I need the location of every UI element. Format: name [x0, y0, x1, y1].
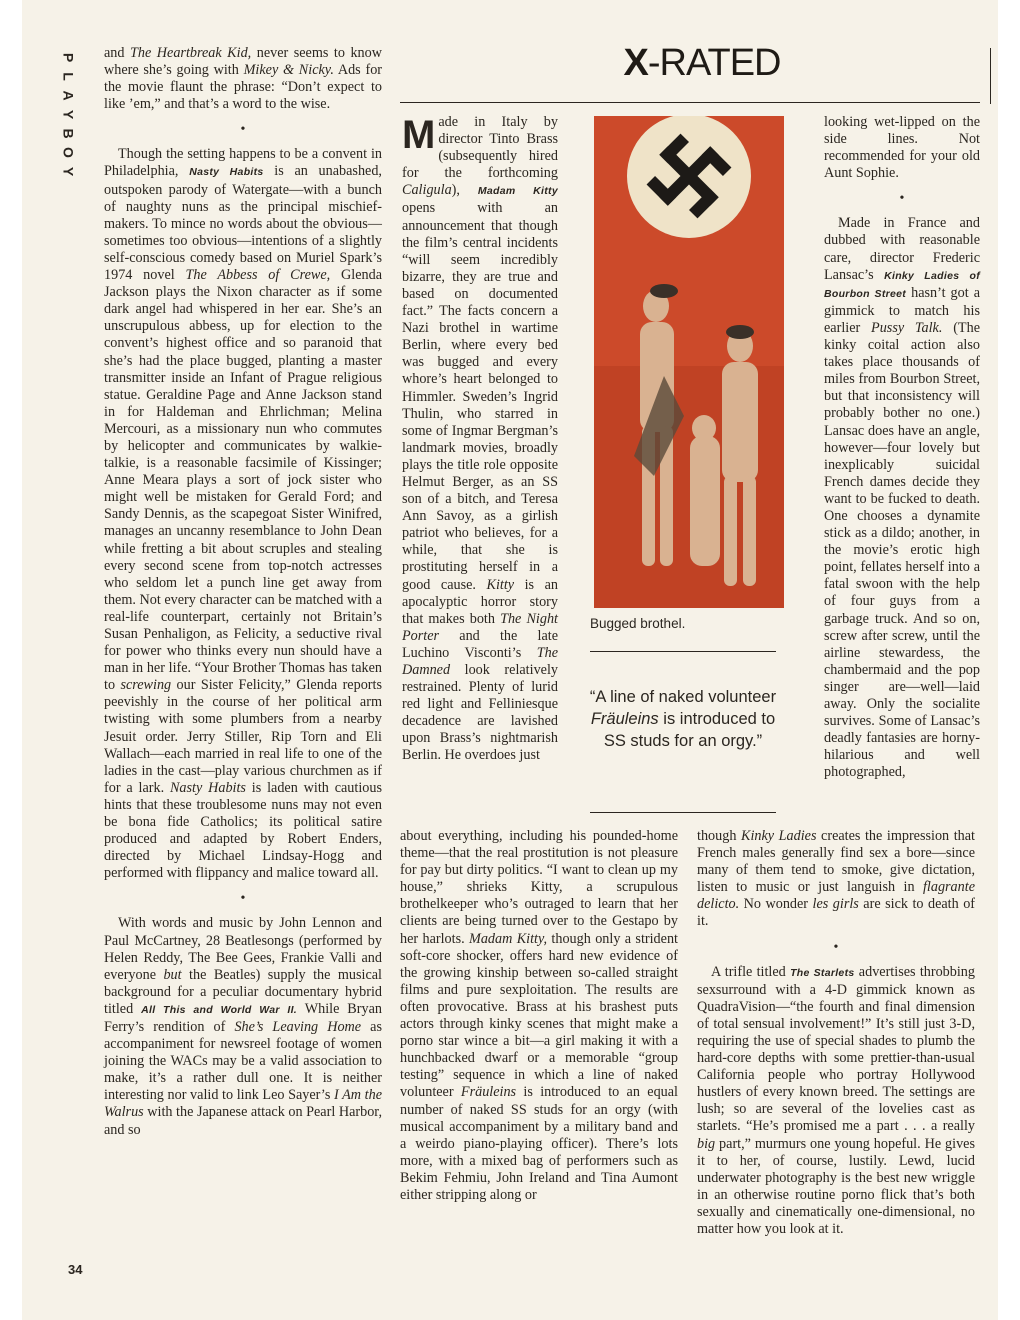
paragraph: and The Heartbreak Kid, never seems to know where she’s going with Mikey & Nicky. Ads for the movie flaunt the phrase: “Don’t expect to like ’em,” and that’s a word to the wise. [104, 45, 383, 113]
article-column-2-lower [400, 828, 678, 1212]
section-title: X-RATED [623, 42, 781, 84]
magazine-letter: L [60, 72, 77, 81]
header-vertical-rule [990, 48, 991, 104]
magazine-letter: Y [60, 166, 77, 177]
magazine-letter: P [60, 52, 77, 63]
magazine-letter: O [60, 147, 77, 158]
paragraph: about everything, including his pounded-home theme—that the real prostitution is not pleasure for pay but dirty politics. “I want to clean up my house,” shrieks Kitty, a scrupulous brothelkeeper who’s outraged to learn that her clients are being turned over to the Gestapo by her harlots. Madam Kitty, though only a strident soft-core shocker, offers hard new evidence of the growing kinship between so-called straight films and pure sexploitation. The results are often provocative. Brass at his brashest puts actors through kinky scenes that might make a porno star wince a bit—a girl making it with a hunchbacked dwarf or a memorable “group testing” sequence in which a line of naked volunteer Fräuleins is introduced to an equal number of naked SS studs for an orgy (with musical accompaniment by a military band and a weirdo piano-playing officer). There’s lots more, with a mixed bag of performers such as Bekim Fehmiu, John Ireland and Tina Aumont either stripping along or [400, 828, 678, 1203]
paragraph: Made in Italy by director Tinto Brass (subsequently hired for the forthcoming Caligula), Madam Kitty opens with an announcement that though the film’s central incidents “will seem incredibly bizarre, they are true and based on documented fact.” The facts concern a Nazi brothel in wartime Berlin, where every bed was bugged and every whore’s heart belonged to Himmler. Sweden’s Ingrid Thulin, who starred in some of Ingmar Bergman’s landmark movies, broadly plays the title role opposite Helmut Berger, as an SS son of a bitch, and Teresa Ann Savoy, as a girlish patriot who believes, for a while, that she is prostituting herself in a good cause. Kitty is an apocalyptic horror story that makes both The Night Porter and the late Luchino Visconti’s The Damned look relatively restrained. Plenty of lurid red light and Felliniesque decadence are lavished upon Brass’s nightmarish Berlin. He overdoes just [402, 113, 558, 764]
paragraph: looking wet-lipped on the side lines. Not recommended for your old Aunt Sophie. [824, 114, 980, 182]
pull-quote: “A line of naked volunteer Fräuleins is introduced to SS studs for an orgy.” [589, 688, 777, 750]
magazine-page [22, 0, 998, 1320]
section-bullet: • [899, 191, 905, 207]
page-number: 34 [68, 1262, 83, 1277]
article-column-3-lower [697, 828, 975, 1246]
paragraph: With words and music by John Lennon and Paul McCartney, 28 Beatlesongs (performed by Helen Reddy, The Bee Gees, Frankie Valli and everyone but the Beatles) supply the musical background for a peculiar documentary hybrid titled All This and World War II. While Bryan Ferry’s rendition of She’s Leaving Home as accompaniment for newsreel footage of women joining the WACs may be a valid association to make, it’s a rather dull one. It is neither interesting nor valid to link Leo Sayer’s I Am the Walrus with the Japanese attack on Pearl Harbor, and so [104, 915, 383, 1138]
magazine-letter: A [60, 90, 77, 101]
magazine-letter: B [60, 128, 77, 139]
section-bullet: • [833, 939, 839, 955]
section-bullet: • [240, 891, 246, 907]
paragraph: though Kinky Ladies creates the impression that French males generally find sex a bore—since many of them tend to smoke, give dictation, listen to music or just languish in flagrante delicto. No wonder les girls are sick to death of it. [697, 828, 976, 930]
pull-quote-rule [590, 651, 776, 652]
photo-caption: Bugged brothel. [590, 616, 686, 631]
magazine-name-vertical [56, 48, 80, 181]
magazine-letter: Y [60, 109, 77, 120]
article-column-1 [104, 45, 382, 1147]
paragraph: Made in France and dubbed with reasonable care, director Frederic Lansac’s Kinky Ladies of Bourbon Street hasn’t got a gimmick to match his earlier Pussy Talk. (The kinky coital action also takes place thousands of miles from Bourbon Street, but that inconsistency will probably bother no one.) Lansac does have an angle, however—four lovely but inexplicably suicidal French dames decide they want to be fucked to death. One chooses a dynamite stick as a dildo; another, in the movie’s erotic high point, fellates herself into a fatal swoon with the help of four guys from a garbage truck. And so on, screw after screw, until the airline stewardess, the chambermaid and the pop singer are—well—laid away. Only the socialite survives. Some of Lansac’s deadly fantasies are horny-hilarious and well photographed, [824, 215, 980, 781]
article-column-3 [824, 114, 980, 789]
photo-bugged-brothel [594, 116, 784, 608]
photo-illustration [594, 116, 784, 608]
article-column-2 [402, 114, 558, 773]
drop-cap: M [402, 113, 436, 157]
header-rule [400, 102, 980, 103]
pull-quote-rule [590, 812, 776, 813]
paragraph: Though the setting happens to be a convent in Philadelphia, Nasty Habits is an unabashed, outspoken parody of Watergate—with a bunch of naughty nuns as the principal mischief-makers. To mince no words about the obvious—sometimes too obvious—intentions of a slightly self-conscious comedy based on Muriel Spark’s 1974 novel The Abbess of Crewe, Glenda Jackson plays the Nixon character as if some dark angel had whispered in her ear. She’s an unscrupulous abbess, up for election to the convent’s highest office and so paranoid that she’s had the place bugged, planting a master transmitter inside an Infant of Prague religious statue. Geraldine Page and Anne Jackson stand in for Haldeman and Ehrlichman; Melina Mercouri, as a missionary nun who commutes by helicopter and communicates by walkie-talkie, is a reasonable facsimile of Kissinger; Anne Meara plays a sort of jock sister who might well be mistaken for Gerald Ford; and Sandy Dennis, as the scapegoat Sister Winifred, manages an uncanny resemblance to John Dean while fretting a bit about scruples and stealing every second scene from top-notch actresses who seldom let a punch line get away from them. Not every character can be matched with a real-life counterpart, certainly not Britain’s Susan Penhaligon, as Felicity, a seductive rival for power who thinks every nun should have a man in her life. “Your Brother Thomas has taken to screwing our Sister Felicity,” Glenda reports peevishly in the course of her political arm twisting with some plumbers from a nearby Jesuit order. Jerry Stiller, Rip Torn and Eli Wallach—each married in real life to one of the ladies in the cast—play various churchmen as if for a lark. Nasty Habits is laden with cautious hints that these troublesome nuns may not even be bona fide Catholics; its political satire produced and adapted by Robert Enders, directed by Michael Lindsay-Hogg and performed with flippancy and malice toward all. [104, 146, 382, 882]
paragraph: A trifle titled The Starlets advertises throbbing sexsurround with a 4-D gimmick known as QuadraVision—“the fourth and final dimension of total sensual involvement!” It’s still just 3-D, requiring the use of special shades to plumb the hard-core depths with some prettier-than-usual California people who portray Hollywood hustlers of every known breed. The settings are lush; so are several of the lovelies cast as starlets. “He’s promised me a part . . . a really big part,” murmurs one young hopeful. He gives it to her, of course, lustily. Lewd, lucid underwater photography is the best new wriggle in an otherwise routine porno flick that’s both sexually and cinematically one-dimensional, no matter how you look at it. [697, 963, 975, 1237]
section-bullet: • [240, 122, 246, 138]
